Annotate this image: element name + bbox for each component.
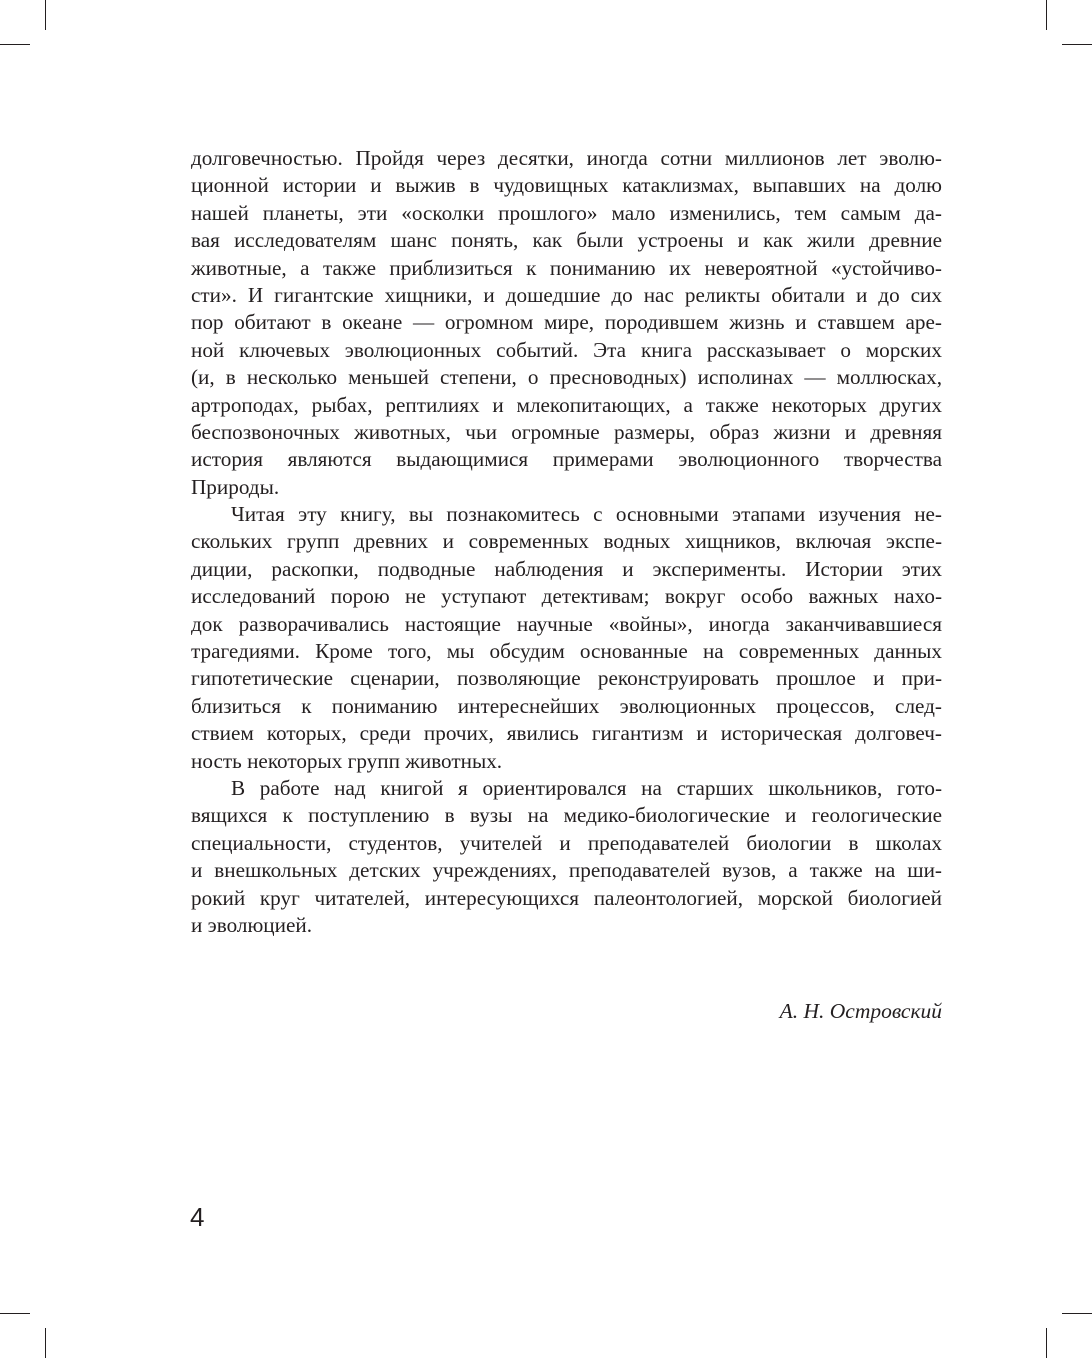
- crop-mark-bottom-right-vertical: [1046, 1328, 1047, 1358]
- text-line: артроподах, рыбах, рептилиях и млекопитающих, а также некоторых других: [191, 392, 942, 417]
- text-line: (и, в несколько меньшей степени, о пресноводных) исполинах — моллюсках,: [191, 365, 942, 390]
- crop-mark-top-left-horizontal: [0, 44, 30, 45]
- paragraph-2: [191, 501, 942, 775]
- text-line: близиться к пониманию интереснейших эволюционных процессов, след-: [191, 693, 942, 718]
- text-line: вая исследователям шанс понять, как были устроены и как жили древние: [191, 228, 942, 253]
- author-signature: А. Н. Островский: [779, 999, 942, 1023]
- text-line: скольких групп древних и современных водных хищников, включая экспе-: [191, 529, 942, 554]
- text-line: сти». И гигантские хищники, и дошедшие до нас реликты обитали и до сих: [191, 282, 942, 307]
- crop-mark-bottom-left-vertical: [45, 1328, 46, 1358]
- crop-mark-top-right-horizontal: [1062, 44, 1092, 45]
- text-line: ствием которых, среди прочих, явились гигантизм и историческая долговеч-: [191, 721, 942, 746]
- text-line: беспозвоночных животных, чьи огромные размеры, образ жизни и древняя: [191, 419, 942, 444]
- text-line: и эволюцией.: [191, 912, 313, 937]
- text-line: ность некоторых групп животных.: [191, 748, 503, 773]
- text-line: ционной истории и выжив в чудовищных катаклизмах, выпавших на долю: [191, 173, 942, 198]
- text-line: Природы.: [191, 474, 280, 499]
- text-line: трагедиями. Кроме того, мы обсудим основанные на современных данных: [191, 639, 942, 664]
- text-line: нашей планеты, эти «осколки прошлого» мало изменились, тем самым да-: [191, 200, 942, 225]
- text-line: В работе над книгой я ориентировался на старших школьников, гото-: [231, 775, 942, 800]
- text-line: долговечностью. Пройдя через десятки, иногда сотни миллионов лет эволю-: [191, 146, 942, 170]
- crop-mark-bottom-right-horizontal: [1062, 1313, 1092, 1314]
- text-line: диции, раскопки, подводные наблюдения и эксперименты. Истории этих: [191, 556, 942, 581]
- text-line: рокий круг читателей, интересующихся палеонтологией, морской биологией: [191, 885, 942, 910]
- text-line: вящихся к поступлению в вузы на медико-биологические и геологические: [191, 803, 942, 828]
- crop-mark-top-right-vertical: [1046, 0, 1047, 30]
- text-line: Читая эту книгу, вы познакомитесь с основными этапами изучения не-: [231, 502, 942, 527]
- crop-mark-top-left-vertical: [45, 0, 46, 30]
- body-text: [191, 145, 942, 939]
- text-line: гипотетические сценарии, позволяющие реконструировать прошлое и при-: [191, 666, 942, 691]
- paragraph-1: [191, 145, 942, 501]
- text-line: и внешкольных детских учреждениях, преподавателей вузов, а также на ши-: [191, 858, 942, 883]
- text-line: исследований порою не уступают детективам; вокруг особо важных нахо-: [191, 584, 942, 609]
- text-line: история являются выдающимися примерами эволюционного творчества: [191, 447, 942, 472]
- crop-mark-bottom-left-horizontal: [0, 1313, 30, 1314]
- text-line: док разворачивались настоящие научные «войны», иногда заканчивавшиеся: [191, 611, 942, 636]
- text-line: специальности, студентов, учителей и преподавателей биологии в школах: [191, 830, 942, 855]
- text-line: пор обитают в океане — огромном мире, породившем жизнь и ставшем аре-: [191, 310, 942, 335]
- page-number: 4: [190, 1202, 205, 1232]
- text-line: животные, а также приблизиться к пониманию их невероятной «устойчиво-: [191, 255, 942, 280]
- text-line: ной ключевых эволюционных событий. Эта книга рассказывает о морских: [191, 337, 942, 362]
- paragraph-3: [191, 775, 942, 939]
